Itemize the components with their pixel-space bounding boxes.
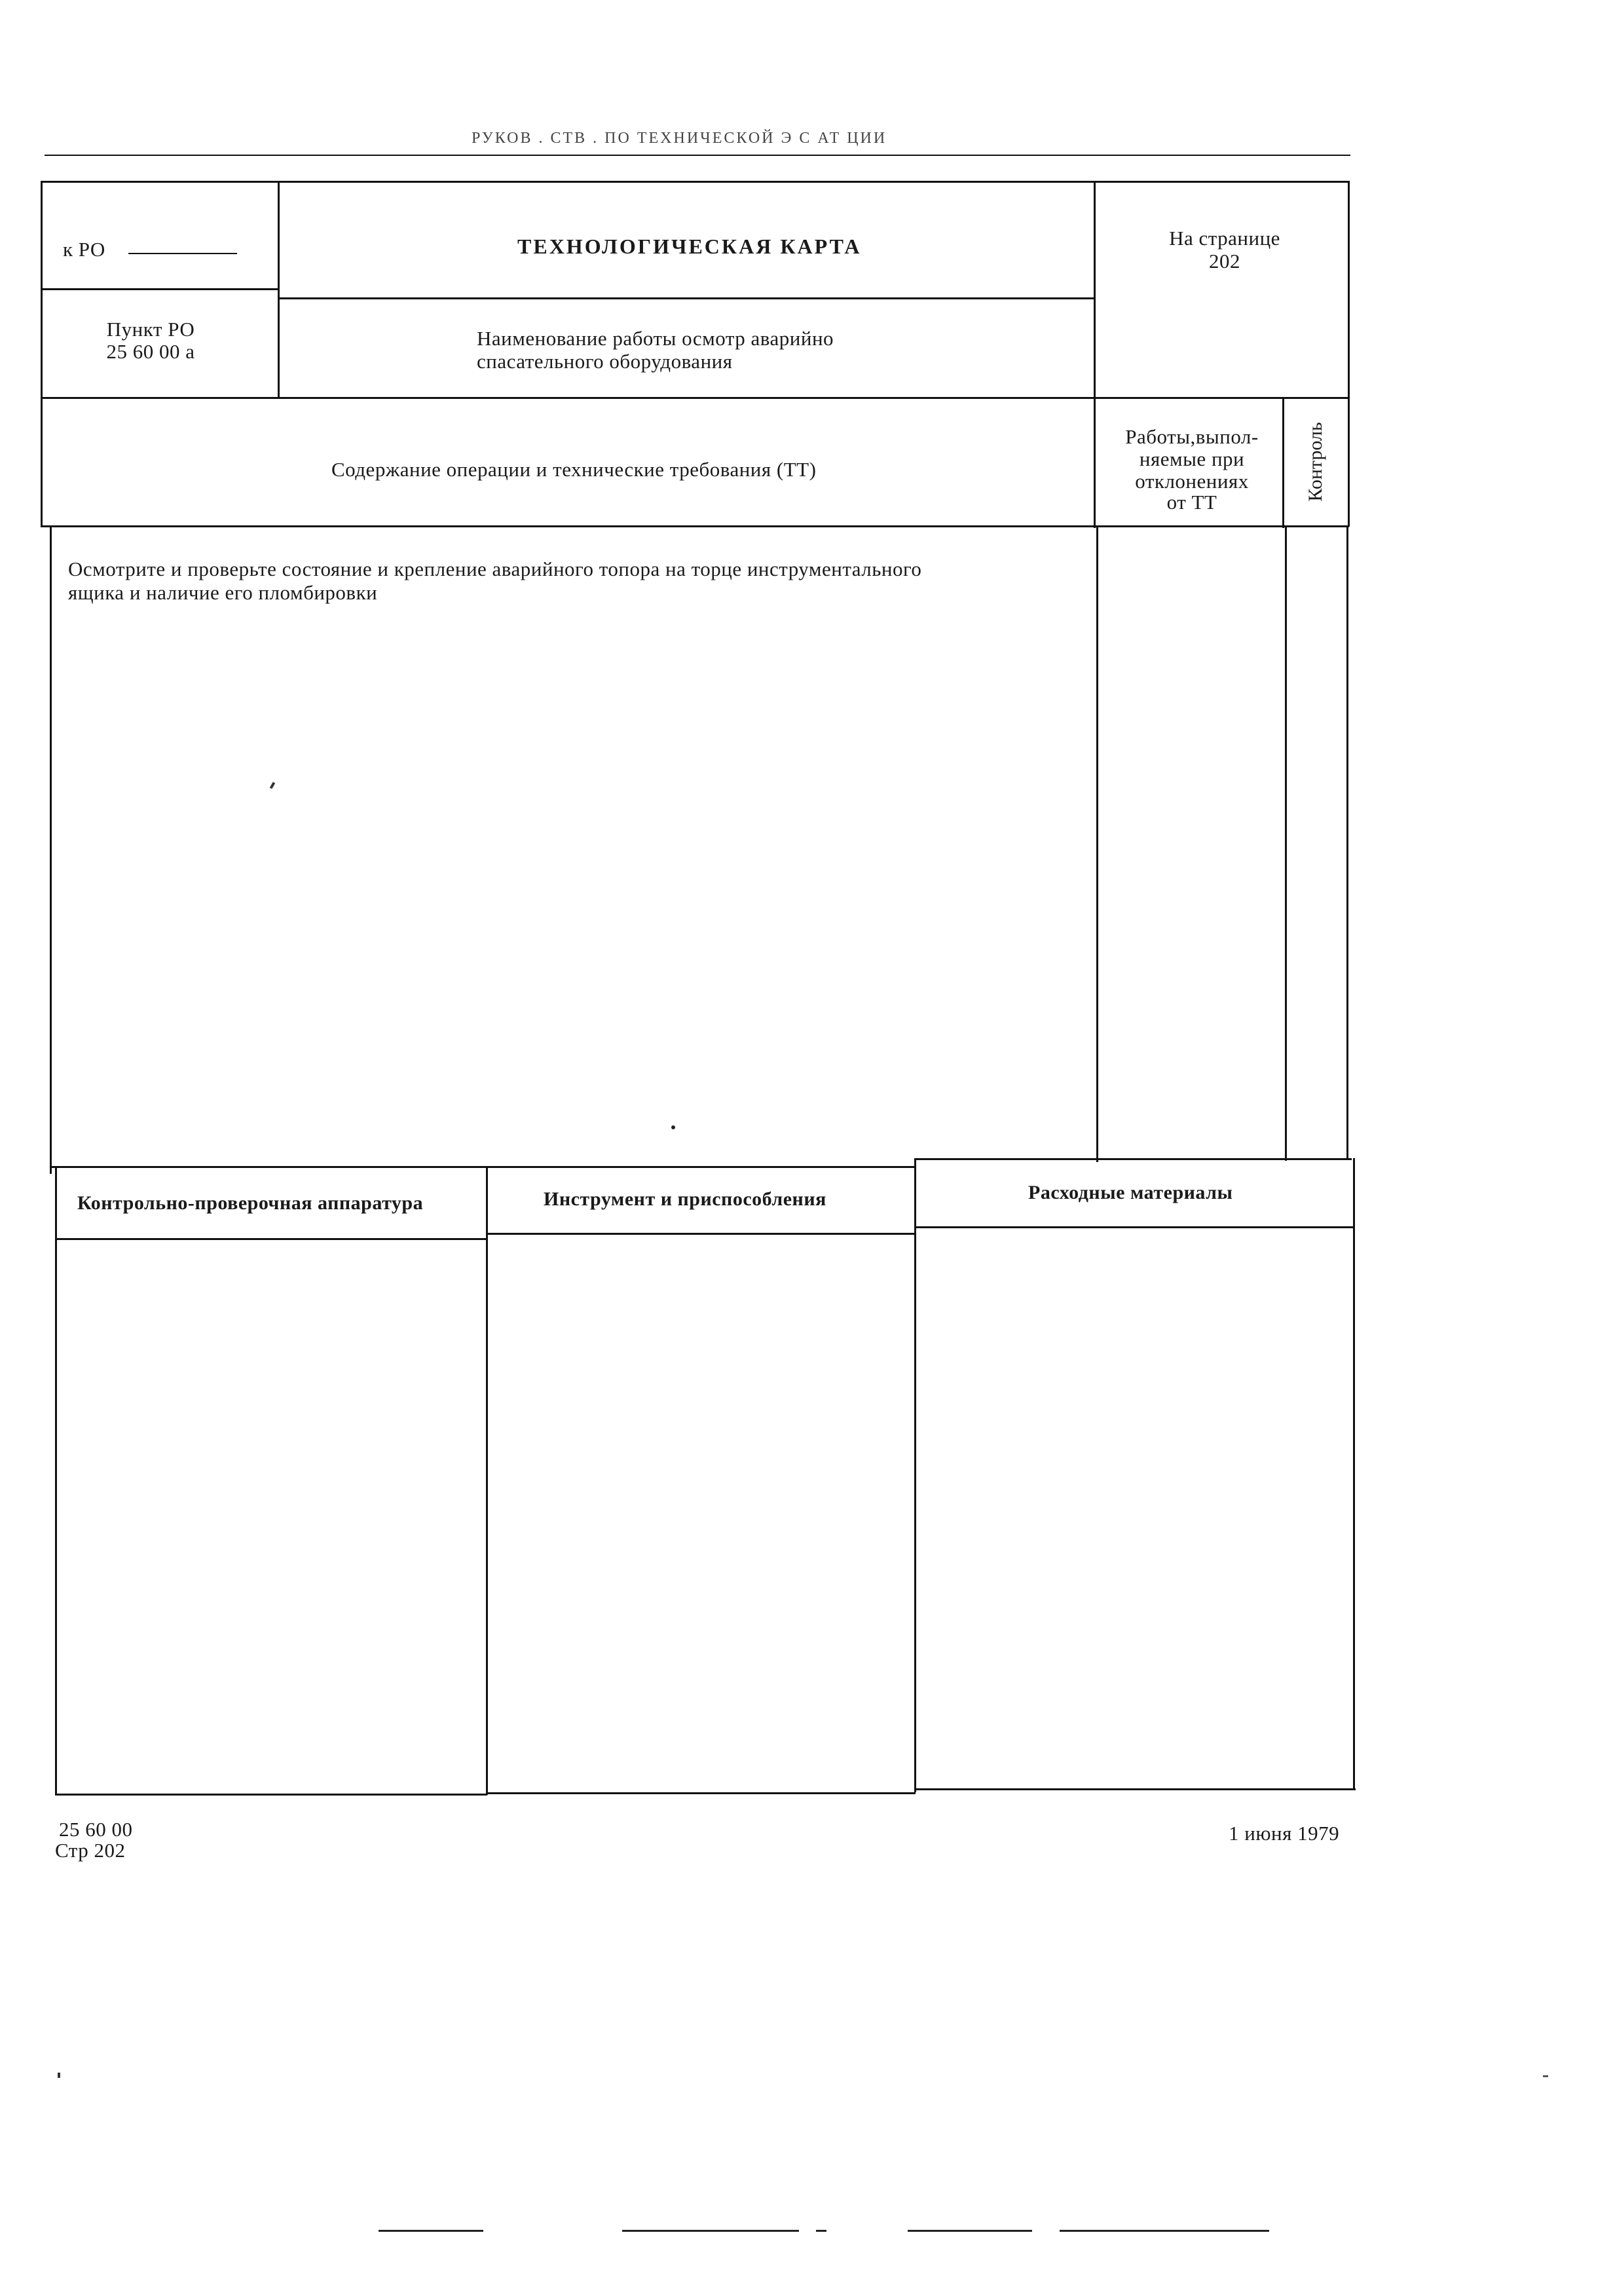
bottom-col3-header: Расходные материалы	[1028, 1182, 1233, 1203]
bottom-table-header-rule-mid	[486, 1233, 916, 1235]
bottom-col1-header: Контрольно-проверочная аппаратура	[77, 1192, 424, 1214]
rule-under-title	[278, 297, 1095, 299]
deviation-header-line3: отклонениях	[1135, 470, 1249, 493]
body-left-border	[50, 525, 52, 1174]
scan-edge-line	[622, 2230, 799, 2232]
bottom-table-bottom-mid	[486, 1792, 916, 1794]
scan-mark	[58, 2073, 60, 2078]
scan-mark	[270, 782, 275, 789]
bottom-col2-header: Инструмент и приспособления	[544, 1188, 826, 1210]
scan-mark	[1543, 2075, 1548, 2077]
scan-edge-line	[908, 2230, 1032, 2232]
bottom-table-header-rule-left	[55, 1238, 487, 1240]
work-name-line1: Наименование работы осмотр аварийно	[477, 327, 834, 350]
page-ref-number: 202	[1209, 250, 1240, 273]
body-divider-control	[1285, 525, 1287, 1161]
operation-line1: Осмотрите и проверьте состояние и крепление аварийного топора на торце инструментального	[68, 557, 922, 580]
card-left-border	[41, 181, 43, 527]
bottom-table-right-border	[1353, 1158, 1355, 1790]
bottom-table-bottom-right	[914, 1788, 1356, 1790]
ro-label: к РО	[63, 238, 105, 261]
operation-line2: ящика и наличие его пломбировки	[68, 581, 378, 604]
bottom-table-bottom-left	[55, 1794, 487, 1796]
page-ref-label: На странице	[1169, 227, 1280, 250]
bottom-table-top-right	[914, 1158, 1352, 1160]
item-number: 25 60 00 а	[106, 340, 195, 363]
scan-mark	[671, 1125, 675, 1129]
ro-blank-line	[128, 253, 237, 254]
running-header: РУКОВ . СТВ . ПО ТЕХНИЧЕСКОЙ Э С АТ ЦИИ	[472, 130, 887, 147]
footer-page-label: Стр 202	[55, 1839, 126, 1862]
footer-section-code: 25 60 00	[59, 1818, 133, 1841]
scan-edge-line	[816, 2230, 826, 2232]
bottom-table-left-border	[55, 1166, 57, 1795]
deviation-header-line4: от ТТ	[1166, 491, 1217, 514]
control-column-header: Контроль	[1305, 422, 1326, 502]
divider-control	[1282, 397, 1284, 528]
bottom-table-header-rule-right	[914, 1226, 1354, 1228]
deviation-header-line1: Работы,выпол-	[1125, 425, 1259, 448]
divider-pageref	[1094, 181, 1096, 528]
rule-under-header-block	[41, 397, 1349, 399]
item-label: Пункт РО	[106, 318, 195, 341]
card-right-border	[1348, 181, 1350, 527]
bottom-table-top-left	[51, 1166, 916, 1168]
body-right-border	[1346, 525, 1348, 1159]
work-name-line2: спасательного оборудования	[477, 350, 733, 373]
scan-edge-line	[1060, 2230, 1269, 2232]
body-divider-deviation	[1096, 525, 1098, 1162]
content-column-header: Содержание операции и технические требования (ТТ)	[331, 458, 817, 481]
deviation-header-line2: няемые при	[1139, 447, 1245, 470]
footer-date: 1 июня 1979	[1229, 1822, 1340, 1845]
rule-under-ro	[41, 288, 279, 290]
rule-under-column-headers	[41, 525, 1349, 527]
scan-edge-line	[379, 2230, 483, 2232]
bottom-table-divider2	[914, 1158, 916, 1792]
card-top-border	[41, 181, 1349, 183]
card-title: ТЕХНОЛОГИЧЕСКАЯ КАРТА	[517, 235, 862, 258]
bottom-table-divider1	[486, 1166, 488, 1795]
header-rule	[45, 155, 1350, 156]
